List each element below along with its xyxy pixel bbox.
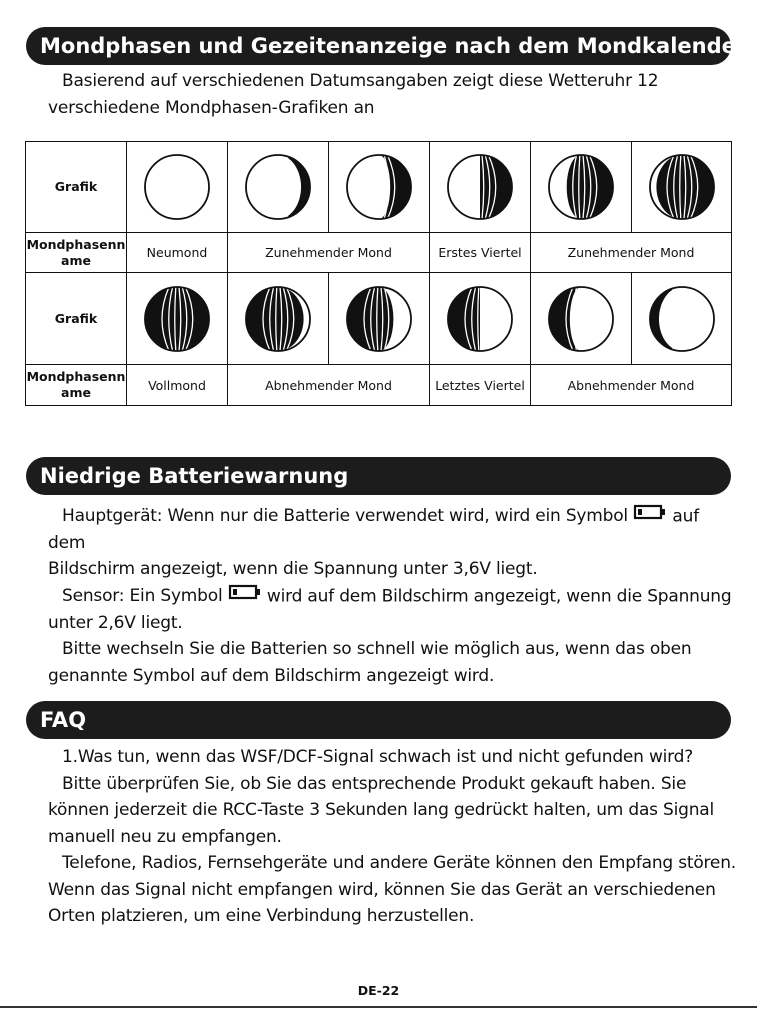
section-title-faq: FAQ	[26, 701, 731, 739]
battery-p1-line2: Bildschirm angezeigt, wenn die Spannung unter 3,6V liegt.	[48, 559, 538, 580]
moon-waxing-crescent-2-icon	[329, 142, 430, 233]
phase-name-first-quarter: Erstes Viertel	[430, 233, 531, 273]
section-title-battery: Niedrige Batteriewarnung	[26, 457, 731, 495]
faq-a1-line1: Bitte überprüfen Sie, ob Sie das entsprechende Produkt gekauft haben. Sie	[62, 773, 687, 794]
row-label-phase-name-2	[26, 365, 127, 406]
faq-a1-line3: manuell neu zu empfangen.	[48, 826, 282, 847]
row-label-graphic-2: Grafik	[26, 273, 127, 365]
moon-waxing-gibbous-2-icon	[632, 142, 732, 233]
battery-p2-line2: unter 2,6V liegt.	[48, 612, 183, 633]
footer-divider	[0, 1006, 757, 1008]
moon-intro-line1: Basierend auf verschiedenen Datumsangaben zeigt diese Wetteruhr 12	[62, 71, 659, 91]
page-number: DE-22	[357, 983, 400, 998]
moon-intro	[48, 68, 738, 121]
moon-waxing-crescent-1-icon	[228, 142, 329, 233]
moon-waning-crescent-2-icon	[632, 273, 732, 365]
phase-name-full: Vollmond	[127, 365, 228, 406]
phase-name-new: Neumond	[127, 233, 228, 273]
battery-p2-a: Sensor: Ein Symbol	[62, 586, 223, 606]
section-title-moon-phases: Mondphasen und Gezeitenanzeige nach dem Mondkalender	[26, 27, 731, 65]
battery-p3-line2: genannte Symbol auf dem Bildschirm angezeigt wird.	[48, 665, 495, 686]
moon-last-quarter-icon	[430, 273, 531, 365]
row-label-phase-name-2a: Mondphasenn	[26, 369, 126, 384]
battery-low-icon	[633, 502, 667, 529]
row-label-phase-name-2b: ame	[61, 385, 91, 400]
phase-name-waxing-crescent: Zunehmender Mond	[228, 233, 430, 273]
battery-p2-b: wird auf dem Bildschirm angezeigt, wenn die Spannung	[266, 586, 732, 606]
battery-low-icon	[228, 582, 262, 609]
row-label-phase-name	[26, 233, 127, 273]
moon-first-quarter-icon	[430, 142, 531, 233]
moon-full-icon	[127, 273, 228, 365]
faq-a1-line2: können jederzeit die RCC-Taste 3 Sekunden lang gedrückt halten, um das Signal	[48, 800, 715, 820]
row-label-graphic: Grafik	[26, 142, 127, 233]
moon-intro-line2: verschiedene Mondphasen-Grafiken an	[48, 97, 375, 118]
battery-p1-a: Hauptgerät: Wenn nur die Batterie verwendet wird, wird ein Symbol	[62, 506, 628, 527]
faq-q1: 1.Was tun, wenn das WSF/DCF-Signal schwach ist und nicht gefunden wird?	[62, 747, 694, 767]
faq-text	[48, 744, 738, 930]
phase-name-last-quarter: Letztes Viertel	[430, 365, 531, 406]
phase-name-waning-gibbous: Abnehmender Mond	[228, 365, 430, 406]
faq-a2-line2: Wenn das Signal nicht empfangen wird, können Sie das Gerät an verschiedenen	[48, 879, 716, 900]
battery-text	[48, 503, 738, 689]
battery-p1-b: auf dem	[48, 506, 699, 553]
moon-waxing-gibbous-1-icon	[531, 142, 632, 233]
moon-waning-crescent-1-icon	[531, 273, 632, 365]
moon-waning-gibbous-2-icon	[329, 273, 430, 365]
phase-name-waning-crescent: Abnehmender Mond	[531, 365, 732, 406]
moon-new-icon	[127, 142, 228, 233]
row-label-phase-name-2: ame	[61, 252, 91, 268]
faq-a2-line3: Orten platzieren, um eine Verbindung herzustellen.	[48, 906, 475, 926]
phase-name-waxing-gibbous: Zunehmender Mond	[531, 233, 732, 273]
faq-a2-line1: Telefone, Radios, Fernsehgeräte und andere Geräte können den Empfang stören.	[62, 853, 736, 873]
battery-p3-line1: Bitte wechseln Sie die Batterien so schnell wie möglich aus, wenn das oben	[62, 639, 692, 659]
row-label-phase-name-1: Mondphasenn	[26, 236, 126, 252]
moon-phase-table	[25, 141, 732, 406]
moon-waning-gibbous-1-icon	[228, 273, 329, 365]
